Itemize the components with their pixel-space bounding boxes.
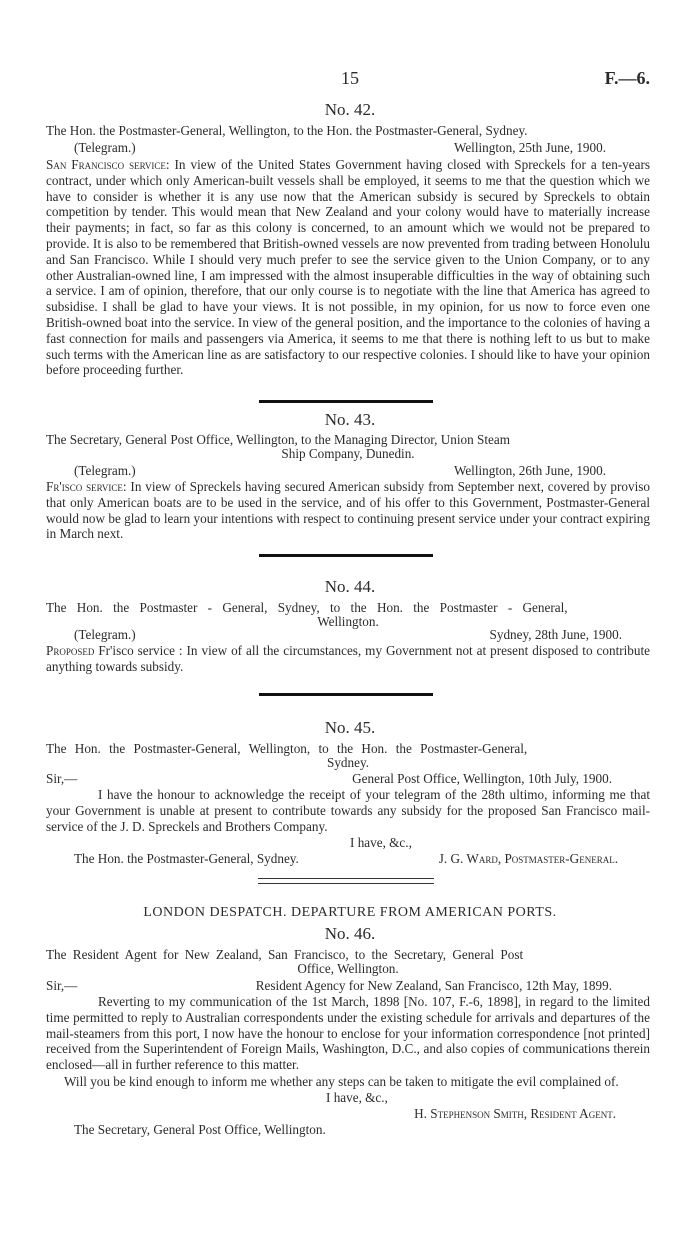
letter-44-header-row [46, 627, 650, 643]
section-title: LONDON DESPATCH. DEPARTURE FROM AMERICAN PORTS. [143, 905, 557, 920]
letter-44-address: The Hon. the Postmaster - General, Sydney, to the Hon. the Postmaster - General, [46, 600, 568, 615]
salutation: Sir,— [46, 771, 78, 786]
signature: H. Stephenson Smith, Resident Agent. [414, 1106, 616, 1121]
letter-46-address-2: Office, Wellington. [297, 961, 399, 976]
salutation: Sir,— [46, 978, 78, 993]
letter-46-header-row [46, 978, 650, 994]
section-rule [259, 693, 433, 696]
telegram-label: (Telegram.) [74, 463, 136, 478]
letter-44-lead: Proposed [46, 643, 95, 658]
letter-46-recipient-row [46, 1122, 650, 1138]
recipient: The Hon. the Postmaster-General, Sydney. [74, 851, 299, 866]
letter-number-42: No. 42. [324, 100, 376, 119]
signature: J. G. Ward, Postmaster-General. [438, 851, 618, 866]
letter-45-body: I have the honour to acknowledge the receipt of your telegram of the 28th ultimo, informing me that your Government is unable at present to contribute towards any subsidy for the proposed San Francisco mail-service of the J. D. Spreckels and Brothers Company. [46, 787, 650, 834]
document-reference: F.—6. [604, 68, 650, 88]
letter-46-body: Reverting to my communication of the 1st March, 1898 [No. 107, F.-6, 1898], in regard to the limited time permitted to reply to Australian correspondents under the existing schedule for arrivals and departures of the mail-steamers from this port, I now have the honour to enclose for your information correspondence [not printed] received from the Superintendent of Foreign Mails, Washington, D.C., and also copies of communications therein enclosed—all in further reference to this matter. [46, 994, 650, 1073]
letter-number-46: No. 46. [324, 924, 376, 943]
letter-46-signature-row [46, 1106, 650, 1122]
letter-number-45: No. 45. [324, 718, 376, 737]
letter-43-date: Wellington, 26th June, 1900. [453, 463, 606, 478]
letter-42-text: : In view of the United States Government having closed with Spreckels for a ten-years contract, under which only American-built vessels shall be employed, it seems to me that the question which we have to consider is whether it is any use now that the American subsidy is secured by Spreckels to obtain competition by tender. This would mean that New Zealand and your colony would have to materially increase their payments; in fact, so far as this colony is concerned, to an amount which we would not be prepared to provide. It is also to be remembered that British-owned vessels are now prevented from trading between Honolulu and San Francisco. While I should very much prefer to see the service given to the Union Company, or to any other Australian-owned line, I am impressed with the almost insuperable difficulties in the way of obtaining such a service. I am of opinion, therefore, that our only course is to negotiate with the line that America has agreed to subsidise. I shall be glad to have your views. It is not possible, in my opinion, for us now to force even one British-owned boat into the service. In view of the general position, and the importance to the colonies of having a fast connection for mails and passengers via America, it seems to me that there is nothing left to us but to make such terms with the American line as are satisfactory to our respective colonies. I should like to have your opinion before proceeding further. [46, 157, 650, 378]
letter-45-header-row [46, 771, 650, 787]
letter-46-address: The Resident Agent for New Zealand, San Francisco, to the Secretary, General Post [46, 947, 524, 962]
letter-42-body [46, 157, 650, 378]
letter-45-closing-row [46, 835, 650, 851]
closing: I have, &c., [350, 835, 412, 850]
double-rule [258, 878, 434, 884]
section-rule [259, 400, 433, 403]
letter-46-body-2: Will you be kind enough to inform me whether any steps can be taken to mitigate the evil complained of. [64, 1074, 619, 1089]
letter-45-address: The Hon. the Postmaster-General, Wellington, to the Hon. the Postmaster-General, [46, 741, 528, 756]
telegram-label: (Telegram.) [74, 627, 136, 642]
letter-46-closing-row [46, 1090, 650, 1106]
letter-44-body [46, 643, 650, 675]
letter-44-text: Fr'isco service : In view of all the circumstances, my Government not at present disposed to contribute anything towards subsidy. [46, 643, 650, 674]
letter-45-signature-row [46, 851, 650, 867]
letter-44-date: Sydney, 28th June, 1900. [489, 627, 622, 642]
closing: I have, &c., [326, 1090, 388, 1105]
letter-number-43: No. 43. [324, 410, 376, 429]
letter-46-date: Resident Agency for New Zealand, San Francisco, 12th May, 1899. [255, 978, 612, 993]
page-number: 15 [341, 68, 359, 88]
recipient: The Secretary, General Post Office, Wellington. [74, 1122, 326, 1137]
letter-45-date: General Post Office, Wellington, 10th July, 1900. [352, 771, 612, 786]
letter-44-address-2: Wellington. [317, 614, 379, 629]
letter-45-address-2: Sydney. [326, 755, 369, 770]
letter-number-44: No. 44. [324, 577, 376, 596]
letter-43-header-row [46, 463, 650, 479]
telegram-label: (Telegram.) [74, 140, 136, 155]
letter-42-lead: San Francisco service [46, 157, 166, 172]
letter-43-address-2: Ship Company, Dunedin. [281, 446, 415, 461]
letter-43-address: The Secretary, General Post Office, Wellington, to the Managing Director, Union Steam [46, 432, 510, 447]
letter-42-date: Wellington, 25th June, 1900. [453, 140, 606, 155]
letter-42-address: The Hon. the Postmaster-General, Wellington, to the Hon. the Postmaster-General, Sydney. [46, 123, 528, 138]
letter-43-lead: Fr'isco service [46, 479, 123, 494]
letter-43-text: : In view of Spreckels having secured American subsidy from September next, covered by proviso that only American boats are to be used in the service, and of his offer to this Government, Postmaster-General would now be glad to learn your intentions with respect to continuing present service under your contract expiring in March next. [46, 479, 650, 542]
letter-43-body [46, 479, 650, 542]
letter-42-header-row [46, 140, 650, 156]
section-rule [259, 554, 433, 557]
